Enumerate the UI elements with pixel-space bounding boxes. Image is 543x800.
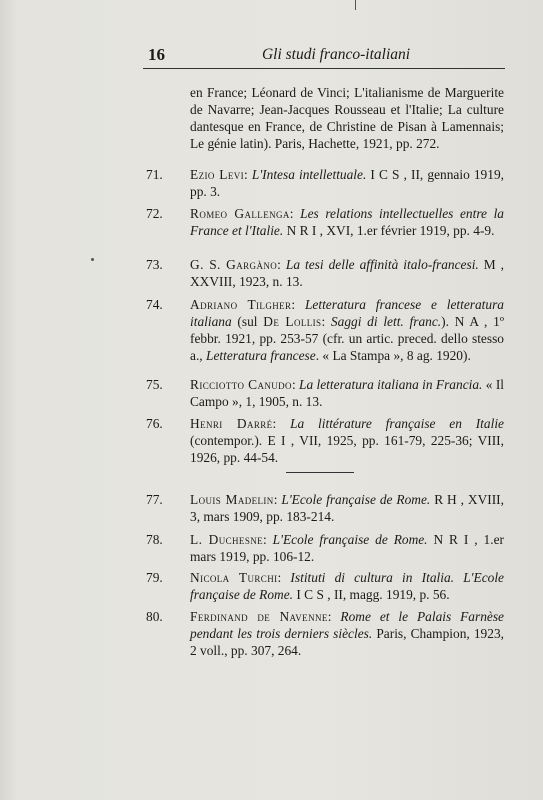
header-rule <box>143 68 505 69</box>
entry-body: Ferdinand de Navenne: Rome et le Palais Farnèse pendant les trois derniers siècles. Paris, Champion, 1923, 2 voll., pp. 307, 264. <box>190 609 504 658</box>
entry-number: 78. <box>146 532 163 547</box>
bibliography-entry <box>146 296 504 364</box>
bibliography-entry <box>146 166 504 200</box>
entry-details: : <box>321 314 331 329</box>
entry-number: 79. <box>146 570 163 585</box>
entry-author: Ferdinand de Navenne <box>190 609 328 624</box>
entry-title: Les relations intellectuelles entre la France et l'Italie. <box>190 206 505 238</box>
entry-title: L'Ecole française de Rome. <box>272 532 428 547</box>
page-header <box>148 45 504 67</box>
continuation-text: en France; Léonard de Vinci; L'italianisme de Marguerite de Navarre; Jean-Jacques Rousseau et l'Italie; La culture dantesque en France, de Christine de Pisan à Lamennais; Le génie latin). Paris, Hachette, 1921, pp. 272. <box>190 85 504 151</box>
entry-body: Ezio Levi: L'Intesa intellettuale. I C S , II, gennaio 1919, pp. 3. <box>190 167 504 199</box>
entry-number: 77. <box>146 492 163 507</box>
page-edge-mark <box>355 0 356 10</box>
entry-body: Nicola Turchi: Istituti di cultura in Italia. L'Ecole française de Rome. I C S , II, magg. 1919, p. 56. <box>190 570 504 602</box>
entry-details: M , XXVIII, 1923, n. 13. <box>190 257 504 289</box>
bibliography-entry <box>146 376 504 410</box>
entry-author: Ezio Levi <box>190 167 245 182</box>
entry-author: Nicola Turchi <box>190 570 278 585</box>
entry-number: 80. <box>146 609 163 624</box>
entry-number: 73. <box>146 257 163 272</box>
entry-number: 71. <box>146 167 163 182</box>
bibliography-entry <box>146 205 504 256</box>
entry-body: G. S. Gargàno: La tesi delle affinità italo-francesi. M , XXVIII, 1923, n. 13. <box>190 257 504 289</box>
entry-body: Henri Darré: La littérature française en Italie (contempor.). E I , VII, 1925, pp. 161-79, 225-36; VIII, 1926, pp. 44-54. <box>190 416 504 465</box>
bibliography-entry <box>146 415 504 466</box>
entry-details: I C S , II, magg. 1919, p. 56. <box>293 587 450 602</box>
bibliography-entry <box>146 491 504 525</box>
entry-author: G. S. Gargàno <box>190 257 278 272</box>
entry-details: R H , XVIII, 3, mars 1909, pp. 183-214. <box>190 492 504 524</box>
entry-author: Henri Darré <box>190 416 273 431</box>
entry-author: Louis Madelin <box>190 492 274 507</box>
entry-body: Louis Madelin: L'Ecole française de Rome. R H , XVIII, 3, mars 1909, pp. 183-214. <box>190 492 504 524</box>
bibliography-entry <box>146 256 504 290</box>
entry-details: (sul <box>231 314 264 329</box>
entry-details: ). N A , 1º febbr. 1921, pp. 253-57 (cfr. un artic. preced. dello stesso a., <box>190 314 504 363</box>
entry-number: 76. <box>146 416 163 431</box>
entry-title: La tesi delle affinità italo-francesi. <box>285 257 479 272</box>
entry-body: Romeo Gallenga: Les relations intellectuelles entre la France et l'Italie. N R I , XVI, 1.er février 1919, pp. 4-9. <box>190 206 505 238</box>
bibliography-entry <box>146 608 504 659</box>
ink-speck <box>91 258 94 261</box>
entry-number: 74. <box>146 297 163 312</box>
entry-author: Romeo Gallenga <box>190 206 290 221</box>
entry-cited-author: De Lollis <box>263 314 322 329</box>
bibliography-entry <box>146 531 504 565</box>
entry-cited-title: Letteratura francese <box>206 348 316 363</box>
entry-title: L'Ecole française de Rome. <box>281 492 431 507</box>
entry-number: 75. <box>146 377 163 392</box>
entry-title: Istituti di cultura in Italia. L'Ecole française de Rome. <box>190 570 504 602</box>
bibliography-entry <box>146 569 504 603</box>
entry-title: Rome et le Palais Farnèse pendant les trois derniers siècles. <box>190 609 504 641</box>
entry-details: Paris, Champion, 1923, 2 voll., pp. 307, 264. <box>190 626 504 658</box>
section-separator <box>286 472 354 473</box>
entry-body: L. Duchesne: L'Ecole française de Rome. N R I , 1.er mars 1919, pp. 106-12. <box>190 532 504 564</box>
entry-cited-title: Saggi di lett. franc. <box>330 314 442 329</box>
entry-body: Ricciotto Canudo: La letteratura italiana in Francia. « Il Campo », 1, 1905, n. 13. <box>190 377 504 409</box>
entry-details: N R I , 1.er mars 1919, pp. 106-12. <box>190 532 504 564</box>
entry-title: La letteratura italiana in Francia. <box>299 377 483 392</box>
entry-details: « Il Campo », 1, 1905, n. 13. <box>190 377 504 409</box>
entry-number: 72. <box>146 206 163 221</box>
entry-author: Ricciotto Canudo <box>190 377 292 392</box>
entry-body: Adriano Tilgher: Letteratura francese e letteratura italiana (sul De Lollis: Saggi di lett. franc.). N A , 1º febbr. 1921, pp. 253-57 (cfr. un artic. preced. dello stesso a., Letteratura francese. « La Stampa », 8 ag. 1920). <box>190 297 504 363</box>
entry-details: . « La Stampa », 8 ag. 1920). <box>315 348 471 363</box>
entry-details: N R I , XVI, 1.er février 1919, pp. 4-9. <box>283 223 495 238</box>
entry-details: (contempor.). E I , VII, 1925, pp. 161-79, 225-36; VIII, 1926, pp. 44-54. <box>190 433 504 465</box>
entry-title: L'Intesa intellettuale. <box>251 167 367 182</box>
entry-author: Adriano Tilgher <box>190 297 292 312</box>
entry-title: La littérature française en Italie <box>290 416 504 431</box>
page-number: 16 <box>148 45 165 64</box>
entry-title: Letteratura francese e letteratura italiana <box>190 297 504 329</box>
entry-details: I C S , II, gennaio 1919, pp. 3. <box>190 167 504 199</box>
running-title: Gli studi franco-italiani <box>261 46 411 63</box>
entry-author: L. Duchesne <box>190 532 264 547</box>
